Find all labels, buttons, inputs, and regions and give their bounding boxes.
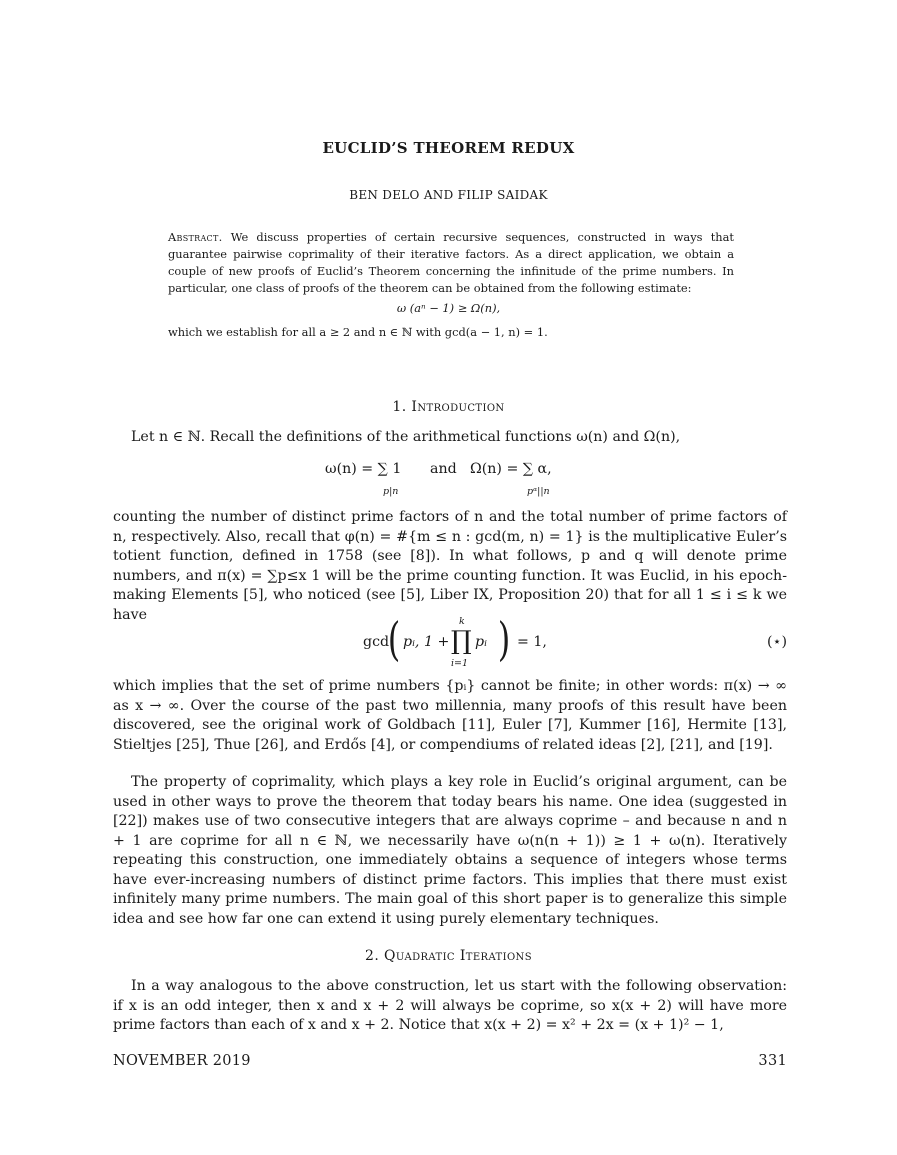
omega-definition: ω(n) = ∑ 1: [325, 461, 402, 477]
paragraph-coprimality: [113, 773, 787, 929]
gcd-label: gcd: [363, 634, 390, 650]
product-lower-limit: i=1: [451, 658, 469, 669]
intro-text: Let n ∈ ℕ. Recall the definitions of the arithmetical functions ω(n) and Ω(n),: [131, 429, 681, 445]
definition-and: and: [430, 461, 457, 477]
product-term: pᵢ: [475, 634, 487, 650]
equation-tag: (⋆): [767, 634, 787, 650]
big-omega-definition: Ω(n) = ∑ α,: [470, 461, 552, 477]
abstract-label: Abstract.: [168, 230, 223, 244]
footer-date: NOVEMBER 2019: [113, 1053, 251, 1069]
paragraph-definitions-text: counting the number of distinct prime factors of n and the total number of prime factors of n, respectively. Also, recall that φ(n) = #{m ≤ n : gcd(m, n) = 1} is the multiplicative Euler’s totient function, defined in 1758 (see [8]). In what follows, p and q will denote prime numbers, and π(x) = ∑p≤x 1 will be the prime counting function. It was Euclid, in his epoch-making Elements [5], who noticed (see [5], Liber IX, Proposition 20) that for all 1 ≤ i ≤ k we have: [113, 509, 787, 623]
paragraph-coprimality-text: The property of coprimality, which plays a key role in Euclid’s original argument, can be used in other ways to prove the theorem that today bears his name. One idea (suggested in [22]) makes use of two consecutive integers that are always coprime – and because n and n + 1 are coprime for all n ∈ ℕ, we necessarily have ω(n(n + 1)) ≥ 1 + ω(n). Iteratively repeating this construction, one immediately obtains a sequence of integers whose terms have ever-increasing numbers of distinct prime factors. This implies that there must exist infinitely many prime numbers. The main goal of this short paper is to generalize this simple idea and see how far one can extend it using purely elementary techniques.: [113, 774, 787, 927]
abstract-closing: which we establish for all a ≥ 2 and n ∈ ℕ with gcd(a − 1, n) = 1.: [168, 325, 548, 339]
page-footer: [113, 1053, 787, 1069]
page-number: 331: [758, 1053, 787, 1069]
abstract-estimate: ω (aⁿ − 1) ≥ Ω(n),: [396, 301, 501, 315]
euclid-gcd-display: [113, 614, 787, 674]
paragraph-history-text: which implies that the set of prime numbers {pᵢ} cannot be finite; in other words: π(x) → ∞ as x → ∞. Over the course of the past two millennia, many proofs of this result have been discovered, see the original work of Goldbach [11], Euler [7], Kummer [16], Hermite [13], Stieltjes [25], Thue [26], and Erdős [4], or compendiums of related ideas [2], [21], and [19].: [113, 678, 787, 753]
right-paren: ): [497, 612, 511, 666]
paper-authors: BEN DELO AND FILIP SAIDAK: [349, 188, 548, 202]
gcd-result: = 1,: [517, 634, 547, 650]
paper-title: EUCLID’S THEOREM REDUX: [322, 139, 575, 157]
big-omega-sum-index: pᵅ||n: [527, 486, 550, 497]
section-heading-introduction: 1. Introduction: [392, 399, 505, 415]
paragraph-quadratic-text: In a way analogous to the above construction, let us start with the following observation: if x is an odd integer, then x and x + 2 will always be coprime, so x(x + 2) will have more prime factors than each of x and x + 2. Notice that x(x + 2) = x² + 2x = (x + 1)² − 1,: [113, 978, 787, 1033]
left-paren: (: [387, 612, 401, 666]
definition-display: [113, 458, 787, 502]
intro-sentence: [113, 428, 787, 448]
product-upper-limit: k: [459, 616, 465, 627]
abstract-text: We discuss properties of certain recursive sequences, constructed in ways that guarantee pairwise coprimality of their iterative factors. As a direct application, we obtain a couple of new proofs of Euclid’s Theorem concerning the infinitude of the prime numbers. In particular, one class of proofs of the theorem can be obtained from the following estimate:: [168, 230, 734, 295]
paragraph-history: [113, 677, 787, 755]
paragraph-definitions: [113, 508, 787, 625]
abstract: [168, 229, 734, 297]
omega-sum-index: p|n: [383, 486, 399, 497]
gcd-inner: pᵢ, 1 +: [403, 634, 450, 650]
paragraph-quadratic: [113, 977, 787, 1036]
section-heading-quadratic-iterations: 2. Quadratic Iterations: [365, 948, 532, 964]
product-symbol: ∏: [451, 626, 472, 656]
